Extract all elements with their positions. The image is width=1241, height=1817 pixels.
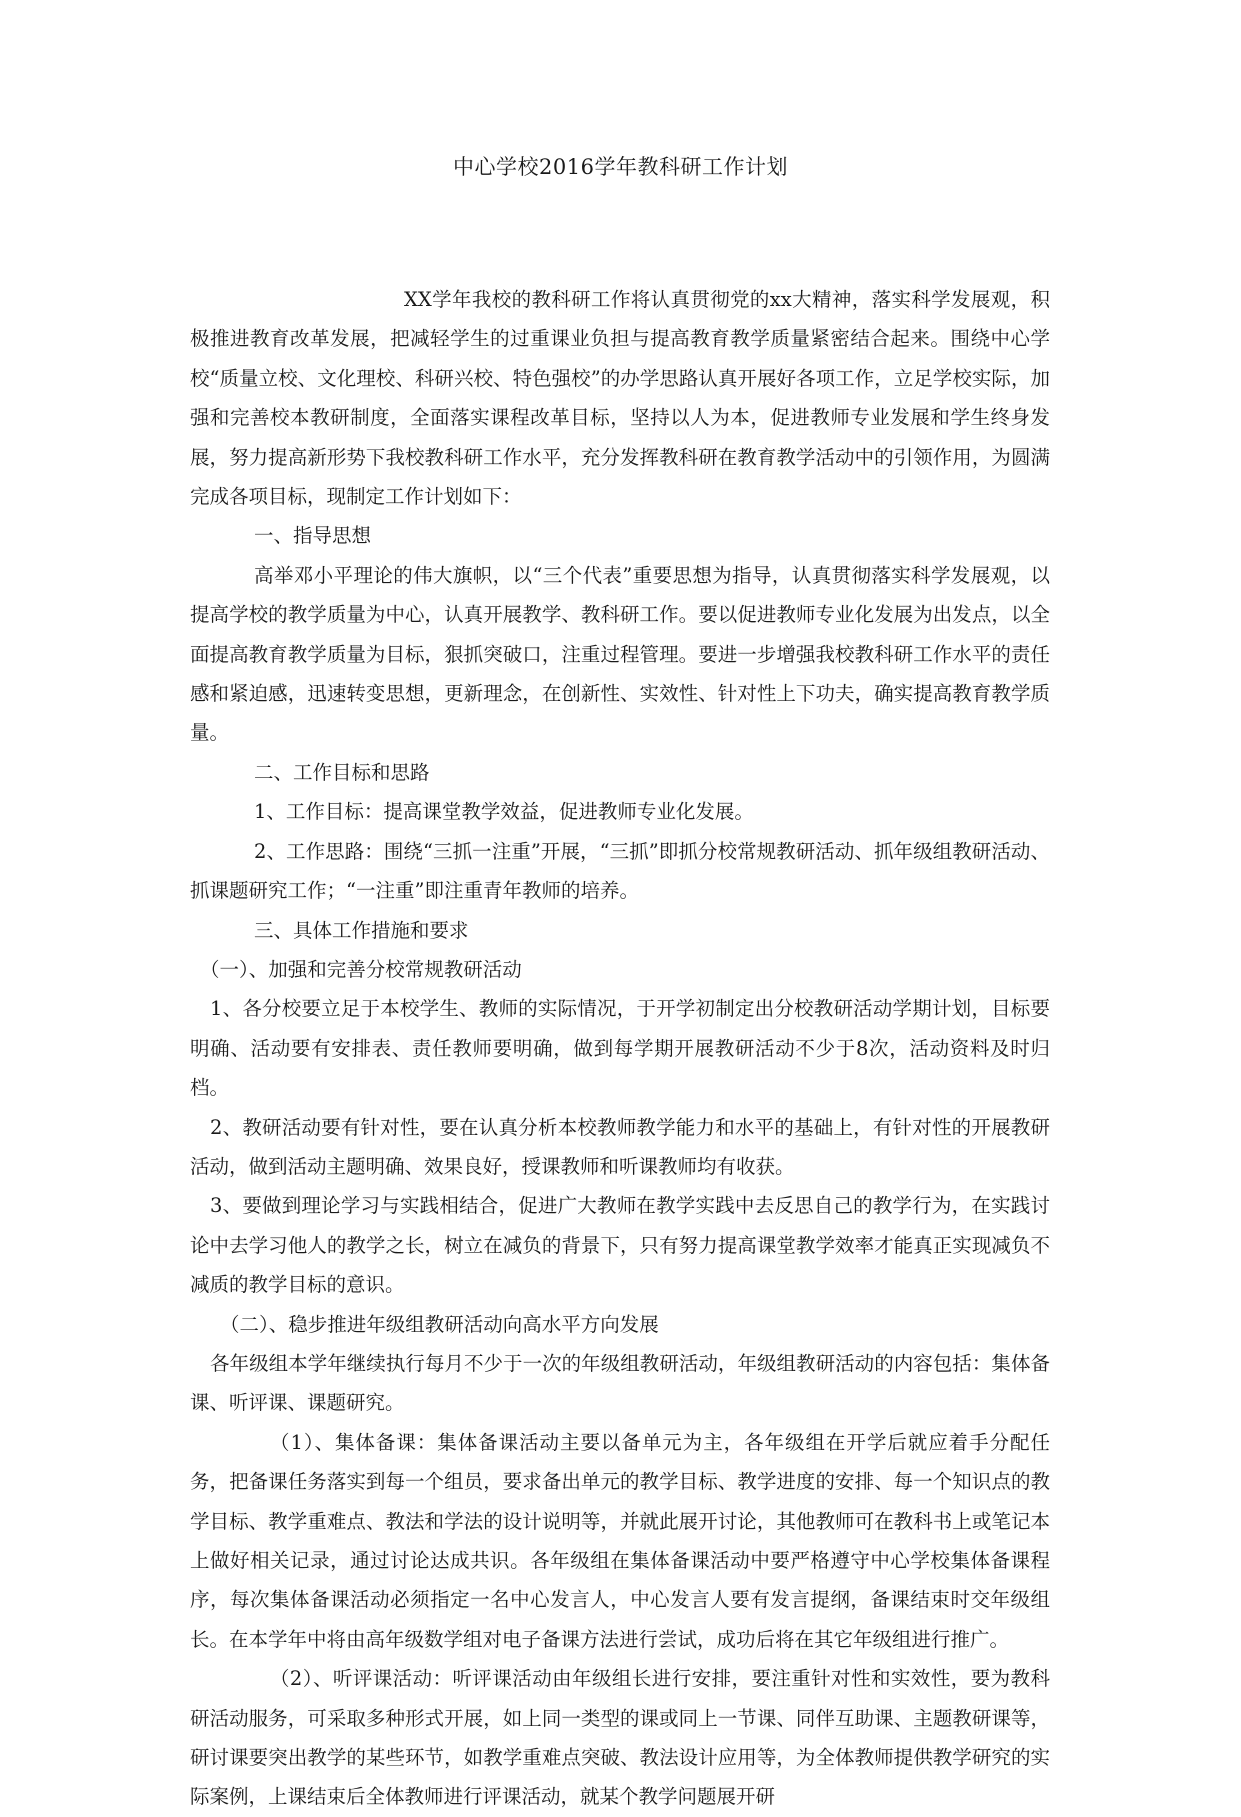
measure-item-2: 2、教研活动要有针对性，要在认真分析本校教师教学能力和水平的基础上，有针对性的开展教研活动，做到活动主题明确、效果良好，授课教师和听课教师均有收获。 xyxy=(190,1115,1050,1178)
document-title: 中心学校2016学年教科研工作计划 xyxy=(453,155,788,179)
measure-item-1: 1、各分校要立足于本校学生、教师的实际情况，于开学初制定出分校教研活动学期计划，目标要明确、活动要有安排表、责任教师要明确，做到每学期开展教研活动不少于8次，活动资料及时归档。 xyxy=(190,997,1050,1100)
collective-lesson-prep-paragraph: （1）、集体备课：集体备课活动主要以备单元为主，各年级组在开学后就应着手分配任务，把备课任务落实到每一个组员，要求备出单元的教学目标、教学进度的安排、每一个知识点的教学目标、教学重难点、教法和学法的设计说明等，并就此展开讨论，其他教师可在教科书上或笔记本上做好相关记录，通过讨论达成共识。各年级组在集体备课活动中要严格遵守中心学校集体备课程序，每次集体备课活动必须指定一名中心发言人，中心发言人要有发言提纲，备课结束时交年级组长。在本学年中将由高年级数学组对电子备课方法进行尝试，成功后将在其它年级组进行推广。 xyxy=(190,1430,1050,1651)
section-heading-3: 三、具体工作措施和要求 xyxy=(254,918,469,942)
measure-item-3: 3、要做到理论学习与实践相结合，促进广大教师在教学实践中去反思自己的教学行为，在实践讨论中去学习他人的教学之长，树立在减负的背景下，只有努力提高课堂教学效率才能真正实现减负不减质的教学目标的意识。 xyxy=(190,1194,1050,1297)
section-heading-2: 二、工作目标和思路 xyxy=(254,760,430,784)
grade-group-paragraph: 各年级组本学年继续执行每月不少于一次的年级组教研活动，年级组教研活动的内容包括：集体备课、听评课、课题研究。 xyxy=(190,1351,1050,1415)
document-body xyxy=(190,280,1050,1817)
subsection-heading-1: （一）、加强和完善分校常规教研活动 xyxy=(200,957,522,981)
work-goal-item: 1、工作目标：提高课堂教学效益，促进教师专业化发展。 xyxy=(254,800,754,824)
intro-paragraph: XX学年我校的教科研工作将认真贯彻党的xx大精神，落实科学发展观，积极推进教育改革发展，把减轻学生的过重课业负担与提高教育教学质量紧密结合起来。围绕中心学校“质量立校、文化理校、科研兴校、特色强校”的办学思路认真开展好各项工作，立足学校实际，加强和完善校本教研制度，全面落实课程改革目标，坚持以人为本，促进教师专业发展和学生终身发展，努力提高新形势下我校教科研工作水平，充分发挥教科研在教育教学活动中的引领作用，为圆满完成各项目标，现制定工作计划如下： xyxy=(190,288,1050,509)
lesson-observation-paragraph: （2）、听评课活动：听评课活动由年级组长进行安排，要注重针对性和实效性，要为教科研活动服务，可采取多种形式开展，如上同一类型的课或同上一节课、同伴互助课、主题教研课等，研讨课要突出教学的某些环节，如教学重难点突破、教法设计应用等，为全体教师提供教学研究的实际案例，上课结束后全体教师进行评课活动，就某个教学问题展开研 xyxy=(190,1667,1050,1809)
guiding-thought-paragraph: 高举邓小平理论的伟大旗帜，以“三个代表”重要思想为指导，认真贯彻落实科学发展观，以提高学校的教学质量为中心，认真开展教学、教科研工作。要以促进教师专业化发展为出发点，以全面提高教育教学质量为目标，狠抓突破口，注重过程管理。要进一步增强我校教科研工作水平的责任感和紧迫感，迅速转变思想，更新理念，在创新性、实效性、针对性上下功夫，确实提高教育教学质量。 xyxy=(190,563,1050,745)
work-approach-item: 2、工作思路：围绕“三抓一注重”开展，“三抓”即抓分校常规教研活动、抓年级组教研活动、抓课题研究工作；“一注重”即注重青年教师的培养。 xyxy=(190,839,1050,903)
section-heading-1: 一、指导思想 xyxy=(254,524,372,548)
subsection-heading-2: （二）、稳步推进年级组教研活动向高水平方向发展 xyxy=(220,1312,659,1336)
